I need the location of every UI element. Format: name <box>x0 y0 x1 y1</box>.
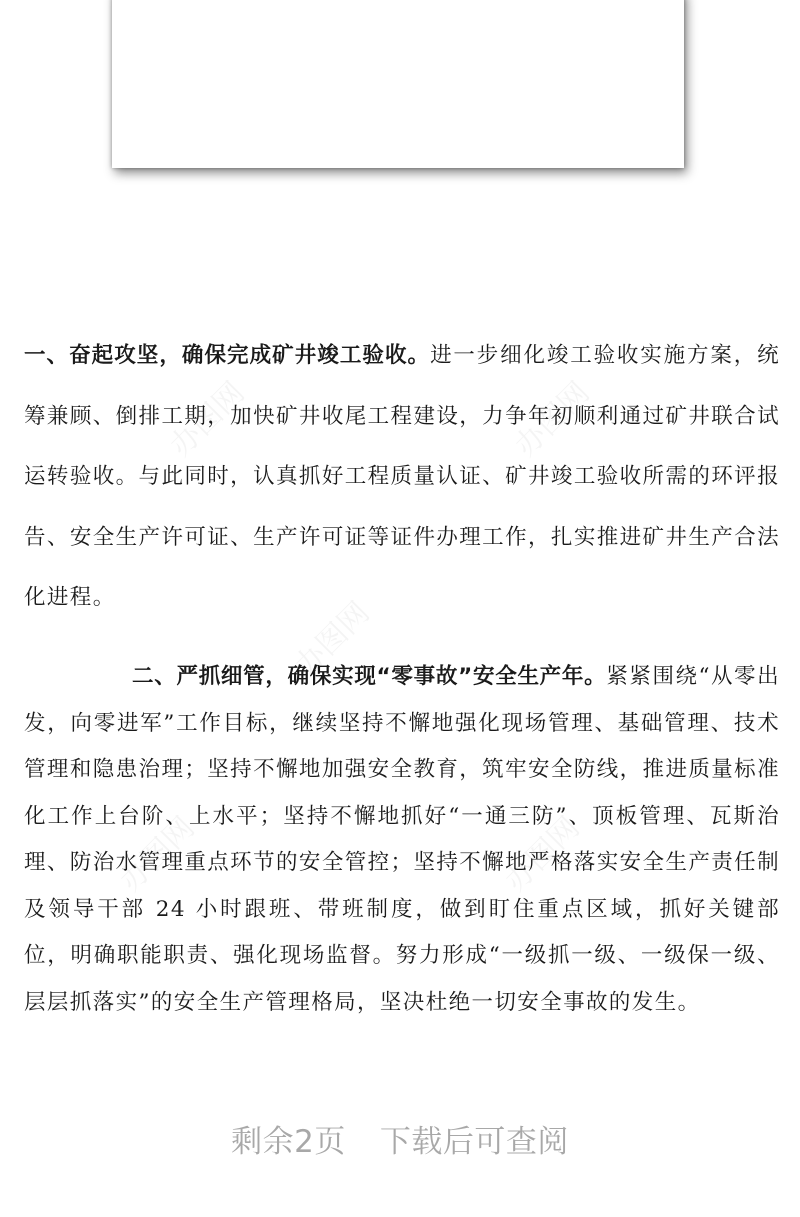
section-1-body: 进一步细化竣工验收实施方案，统筹兼顾、倒排工期，加快矿井收尾工程建设，力争年初顺利通过矿井联合试运转验收。与此同时，认真抓好工程质量认证、矿井竣工验收所需的环评报告、安全生产许可证、生产许可证等证件办理工作，扎实推进矿井生产合法化进程。 <box>24 343 780 610</box>
section-2-paragraph <box>24 654 780 1026</box>
download-prompt[interactable] <box>0 1116 800 1161</box>
section-1-heading: 一、奋起攻坚，确保完成矿井竣工验收。 <box>24 343 431 368</box>
section-1-paragraph <box>24 326 780 629</box>
section-1 <box>24 326 780 629</box>
section-2 <box>24 654 780 1026</box>
download-to-view-label[interactable]: 下载后可查阅 <box>379 1124 569 1160</box>
document-preview-card <box>112 0 684 168</box>
remaining-pages-label: 剩余2页 <box>231 1124 346 1160</box>
section-2-heading: 二、严抓细管，确保实现“零事故”安全生产年。 <box>132 664 607 689</box>
section-2-body: 紧紧围绕“从零出发，向零进军”工作目标，继续坚持不懈地强化现场管理、基础管理、技术管理和隐患治理；坚持不懈地加强安全教育，筑牢安全防线，推进质量标准化工作上台阶、上水平；坚持不懈地抓好“一通三防”、顶板管理、瓦斯治理、防治水管理重点环节的安全管控；坚持不懈地严格落实安全生产责任制及领导干部 24 小时跟班、带班制度，做到盯住重点区域，抓好关键部位，明确职能职责、强化现场监督。努力形成“一级抓一级、一级保一级、层层抓落实”的安全生产管理格局，坚决杜绝一切安全事故的发生。 <box>24 664 780 1015</box>
